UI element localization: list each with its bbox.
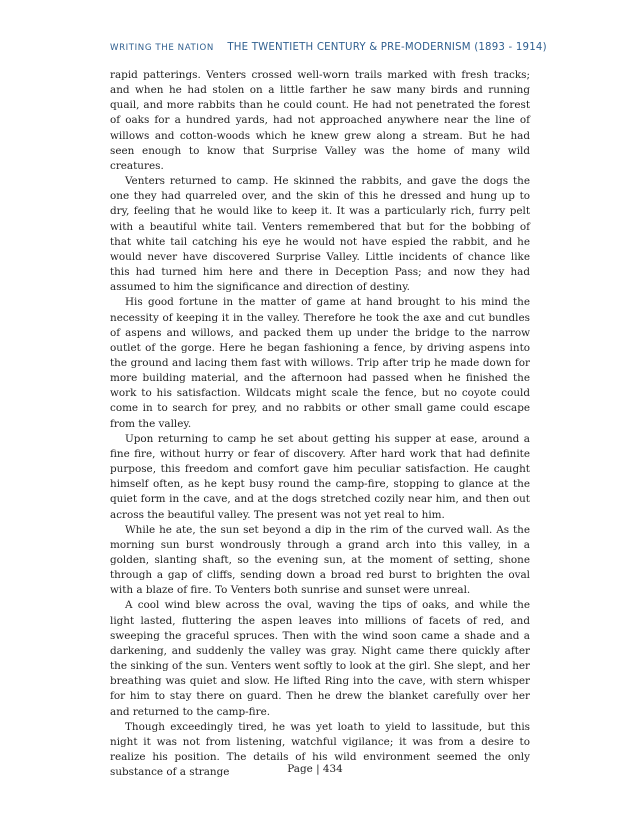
paragraph: Though exceedingly tired, he was yet loath to yield to lassitude, but this night it was not from listening, watchful vigilance; it was from a desire to realize his position. The details of his wild environment seemed the only substance of a strange	[110, 720, 530, 779]
page-body	[110, 68, 530, 780]
paragraph: His good fortune in the matter of game at hand brought to his mind the necessity of keeping it in the valley. Therefore he took the axe and cut bundles of aspens and willows, and packed them up under the bridge to the narrow outlet of the gorge. Here he began fashioning a fence, by driving aspens into the ground and lacing them fast with willows. Trip after trip he made down for more building material, and the afternoon had passed when he finished the work to his satisfaction. Wildcats might scale the fence, but no coyote could come in to search for prey, and no rabbits or other small game could escape from the valley.	[110, 296, 530, 430]
paragraph: While he ate, the sun set beyond a dip in the rim of the curved wall. As the morning sun burst wondrously through a grand arch into this valley, in a golden, slanting shaft, so the evening sun, at the moment of setting, shone through a gap of cliffs, sending down a broad red burst to brighten the oval with a blaze of fire. To Venters both sunrise and sunset were unreal.	[110, 523, 530, 597]
header-section-title: WRITING THE NATION	[110, 43, 214, 53]
page-number: Page | 434	[287, 763, 343, 775]
page-footer	[0, 763, 630, 775]
paragraph: A cool wind blew across the oval, waving the tips of oaks, and while the light lasted, fluttering the aspen leaves into millions of facets of red, and sweeping the graceful spruces. Then with the wind soon came a shade and a darkening, and suddenly the valley was gray. Night came there quickly after the sinking of the sun. Venters went softly to look at the girl. She slept, and her breathing was quiet and slow. He lifted Ring into the cave, with stern whisper for him to stay there on guard. Then he drew the blanket carefully over her and returned to the camp-fire.	[110, 599, 530, 718]
paragraph: Venters returned to camp. He skinned the rabbits, and gave the dogs the one they had quarreled over, and the skin of this he dressed and hung up to dry, feeling that he would like to keep it. It was a particularly rich, furry pelt with a beautiful white tail. Venters remembered that but for the bobbing of that white tail catching his eye he would not have espied the rabbit, and he would never have discovered Surprise Valley. Little incidents of chance like this had turned him here and there in Deception Pass; and now they had assumed to him the significance and direction of destiny.	[110, 175, 530, 294]
paragraph: Upon returning to camp he set about getting his supper at ease, around a fine fire, without hurry or fear of discovery. After hard work that had definite purpose, this freedom and comfort gave him peculiar satisfaction. He caught himself often, as he kept busy round the camp-fire, stopping to glance at the quiet form in the cave, and at the dogs stretched cozily near him, and then out across the beautiful valley. The present was not yet real to him.	[110, 432, 530, 521]
header-chapter-title: THE TWENTIETH CENTURY & PRE-MODERNISM (1893 - 1914)	[227, 42, 547, 53]
paragraph: rapid patterings. Venters crossed well-worn trails marked with fresh tracks; and when he had stolen on a little farther he saw many birds and running quail, and more rabbits than he could count. He had not penetrated the forest of oaks for a hundred yards, had not approached anywhere near the line of willows and cotton-woods which he knew grew along a stream. But he had seen enough to know that Surprise Valley was the home of many wild creatures.	[110, 69, 530, 172]
running-header	[110, 42, 547, 53]
